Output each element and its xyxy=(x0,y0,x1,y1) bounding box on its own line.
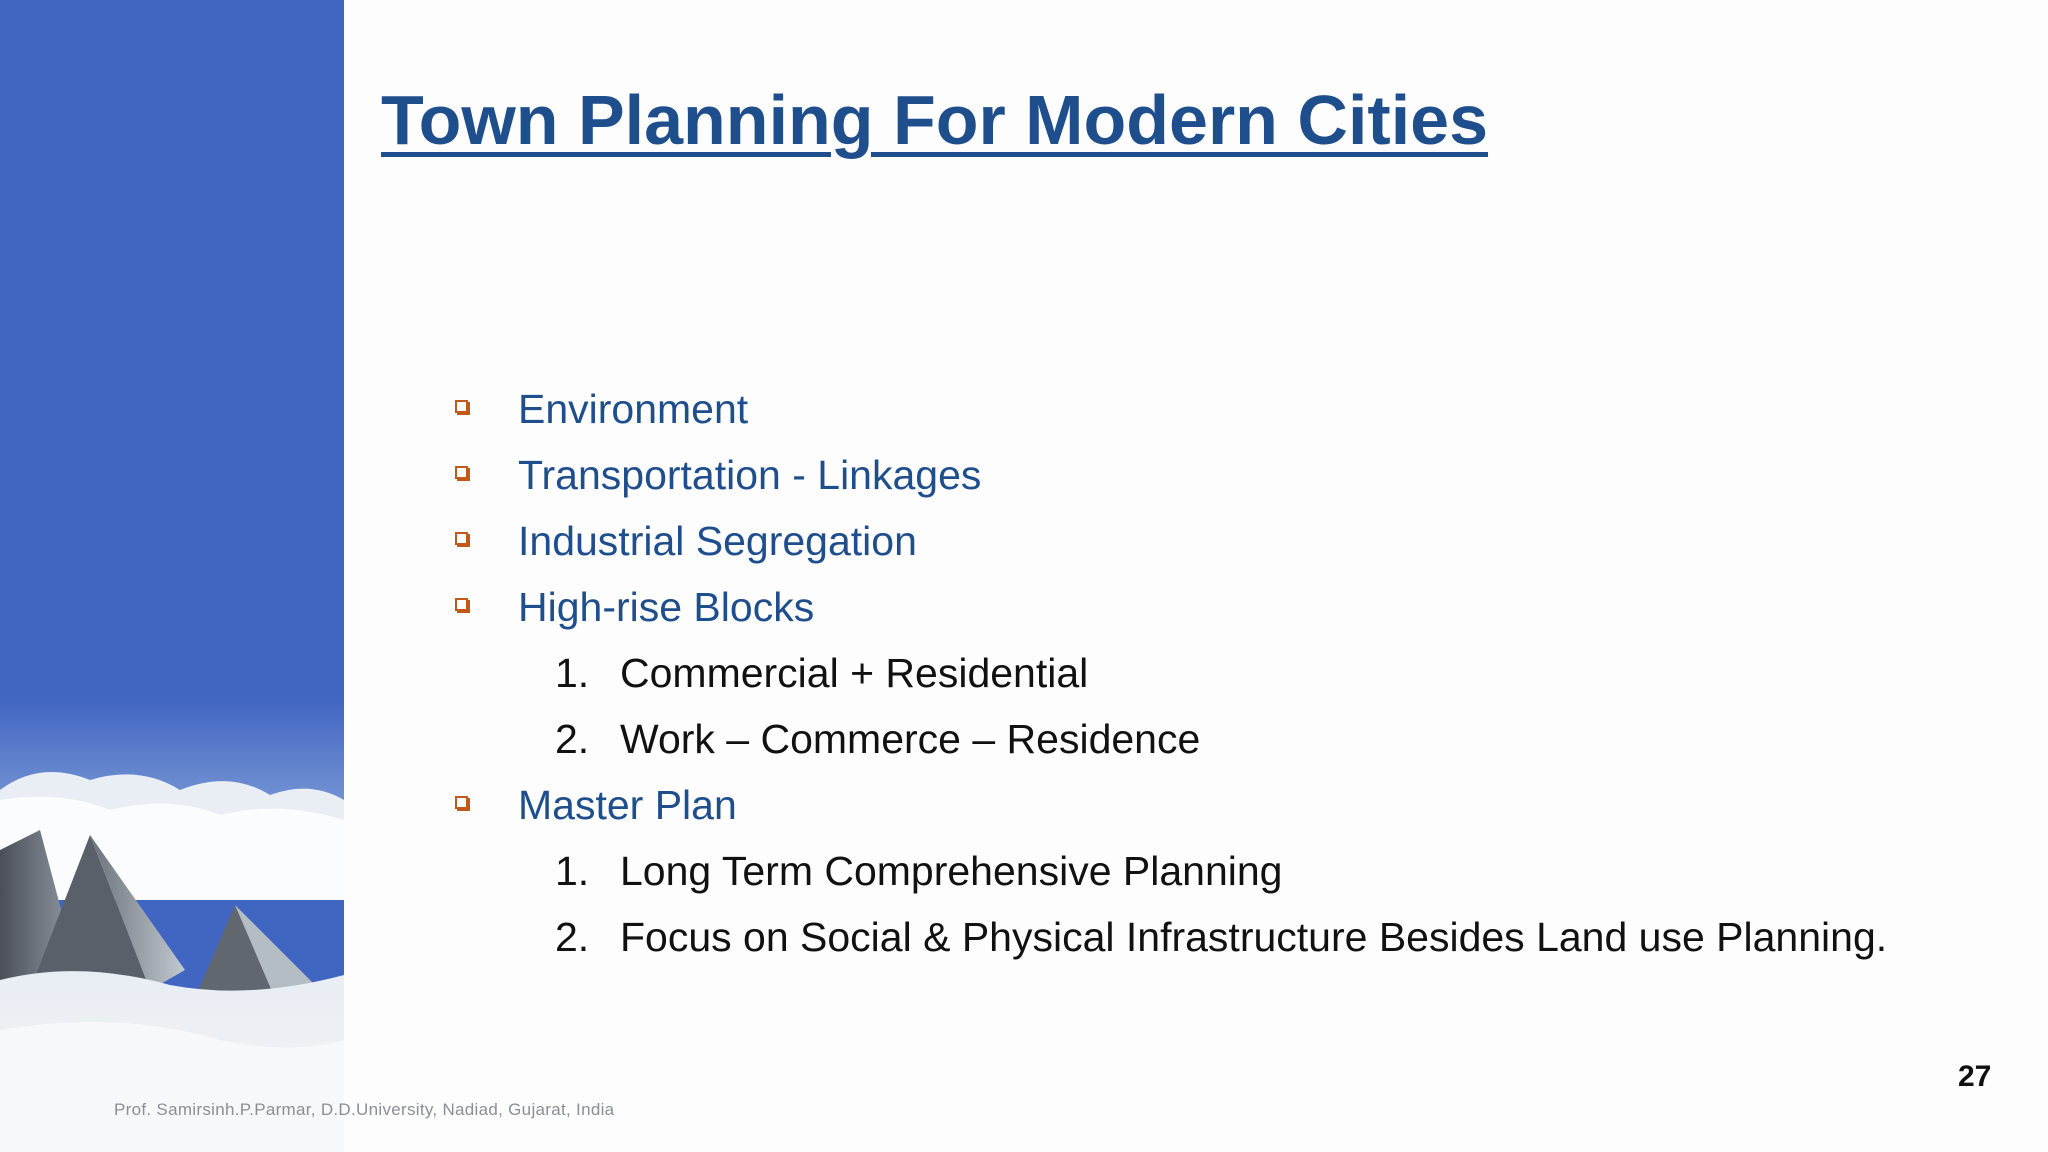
bullet-text: High-rise Blocks xyxy=(518,584,815,630)
square-bullet-icon xyxy=(455,532,468,545)
square-bullet-icon xyxy=(455,796,468,809)
bullet-text: Industrial Segregation xyxy=(518,518,917,564)
subitem-number: 1. xyxy=(555,848,590,894)
page-number: 27 xyxy=(1958,1060,1992,1093)
footer-credit: Prof. Samirsinh.P.Parmar, D.D.University, Nadiad, Gujarat, India xyxy=(114,1100,615,1119)
subitem-text: Commercial + Residential xyxy=(620,650,1089,696)
subitem-text: Work – Commerce – Residence xyxy=(620,716,1201,762)
bullet-text: Environment xyxy=(518,386,749,432)
bullet-text: Master Plan xyxy=(518,782,737,828)
square-bullet-icon xyxy=(455,598,468,611)
subitem-text: Focus on Social & Physical Infrastructure Besides Land use Planning. xyxy=(620,914,1888,960)
square-bullet-icon xyxy=(455,400,468,413)
subitem-number: 2. xyxy=(555,914,590,960)
bullet-text: Transportation - Linkages xyxy=(518,452,982,498)
slide-title: Town Planning For Modern Cities xyxy=(381,81,1489,159)
subitem-text: Long Term Comprehensive Planning xyxy=(620,848,1283,894)
subitem-number: 2. xyxy=(555,716,590,762)
subitem-number: 1. xyxy=(555,650,590,696)
square-bullet-icon xyxy=(455,466,468,479)
